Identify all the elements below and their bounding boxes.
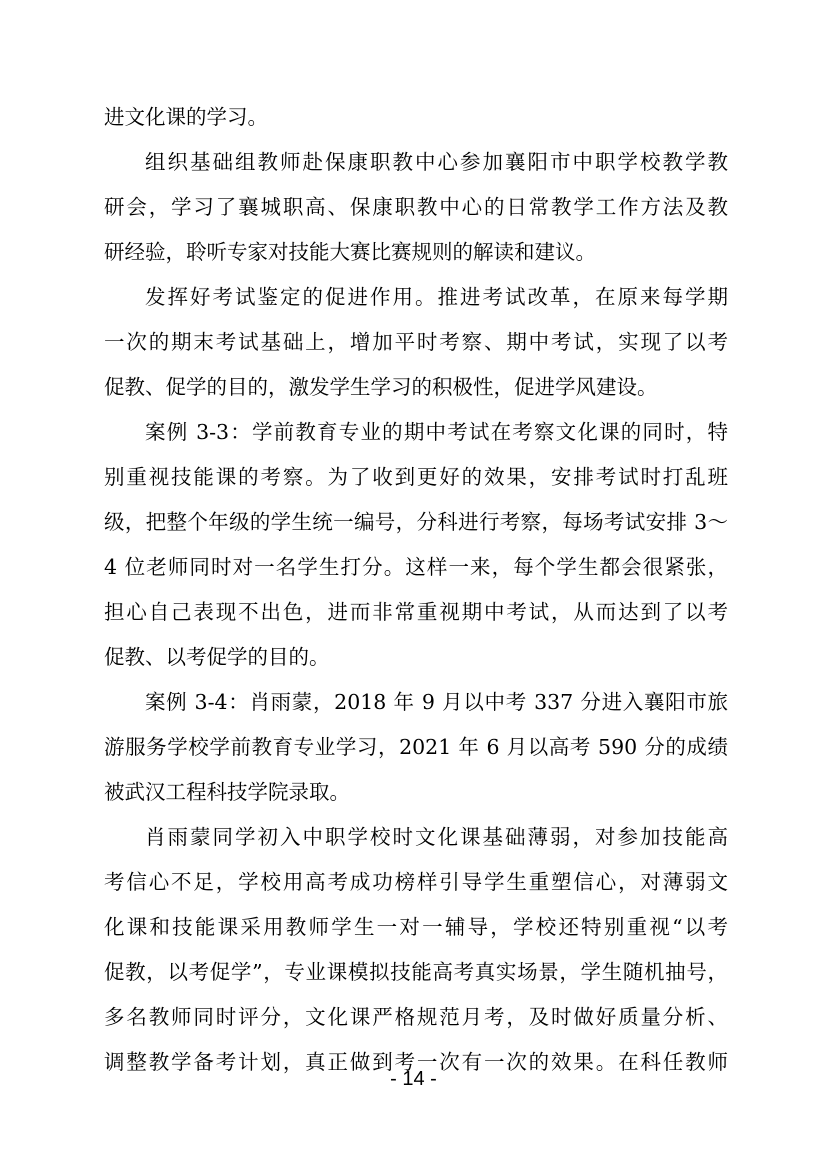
text-line-9: 别重视技能课的考察。为了收到更好的效果，安排考试时打乱班: [104, 465, 728, 489]
text-line-18: 考信心不足，学校用高考成功榜样引导学生重塑信心，对薄弱文: [104, 870, 728, 894]
page-number: - 14 -: [390, 1068, 437, 1090]
text-line-2: 组织基础组教师赴保康职教中心参加襄阳市中职学校教学教: [145, 150, 728, 174]
text-line-3: 研会，学习了襄城职高、保康职教中心的日常教学工作方法及教: [104, 195, 728, 219]
text-line-20: 促教，以考促学”，专业课模拟技能高考真实场景，学生随机抽号，: [104, 960, 728, 984]
text-line-4: 研经验，聆听专家对技能大赛比赛规则的解读和建议。: [104, 240, 596, 264]
text-line-6: 一次的期末考试基础上，增加平时考察、期中考试，实现了以考: [104, 330, 728, 354]
text-line-19: 化课和技能课采用教师学生一对一辅导，学校还特别重视“以考: [104, 915, 728, 939]
text-line-12: 担心自己表现不出色，进而非常重视期中考试，从而达到了以考: [104, 600, 728, 624]
text-line-14: 案例 3-4：肖雨蒙，2018 年 9 月以中考 337 分进入襄阳市旅: [145, 690, 728, 714]
text-line-13: 促教、以考促学的目的。: [104, 645, 330, 669]
text-line-16: 被武汉工程科技学院录取。: [104, 780, 350, 804]
text-line-7: 促教、促学的目的，激发学生学习的积极性，促进学风建设。: [104, 375, 658, 399]
text-line-5: 发挥好考试鉴定的促进作用。推进考试改革，在原来每学期: [145, 285, 728, 309]
text-line-10: 级，把整个年级的学生统一编号，分科进行考察，每场考试安排 3～: [104, 510, 728, 534]
text-line-22: 调整教学备考计划，真正做到考一次有一次的效果。在科任教师: [104, 1050, 728, 1074]
text-line-1: 进文化课的学习。: [104, 105, 268, 129]
text-line-8: 案例 3-3：学前教育专业的期中考试在考察文化课的同时，特: [145, 420, 728, 444]
text-line-17: 肖雨蒙同学初入中职学校时文化课基础薄弱，对参加技能高: [145, 825, 728, 849]
text-line-21: 多名教师同时评分，文化课严格规范月考，及时做好质量分析、: [104, 1005, 728, 1029]
text-line-11: 4 位老师同时对一名学生打分。这样一来，每个学生都会很紧张，: [104, 555, 728, 579]
text-line-15: 游服务学校学前教育专业学习，2021 年 6 月以高考 590 分的成绩: [104, 735, 728, 759]
